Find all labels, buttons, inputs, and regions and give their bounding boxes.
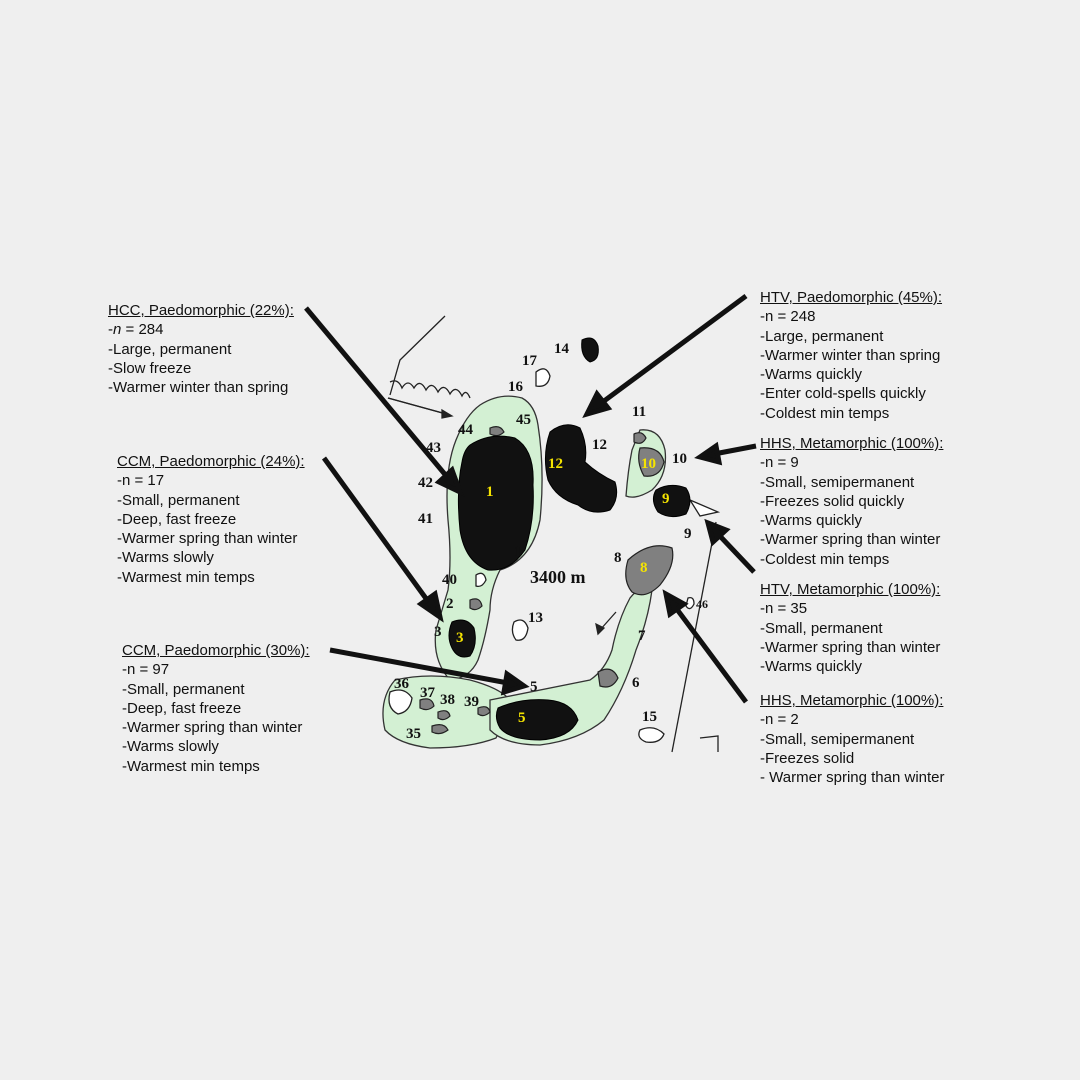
annotation-hhs-metamorphic-2	[760, 691, 945, 787]
annotation-line: -Small, permanent	[117, 491, 240, 509]
road-line-2	[700, 736, 718, 752]
road-line	[672, 522, 716, 752]
label-11: 11	[632, 404, 647, 420]
label-15: 15	[642, 709, 657, 725]
annotation-line: - Warmer spring than winter	[760, 769, 945, 787]
annotation-line: -Large, permanent	[760, 327, 884, 345]
annotation-header: HHS, Metamorphic (100%):	[760, 692, 944, 709]
label-43: 43	[426, 440, 441, 456]
annotation-line: -n = 9	[760, 454, 799, 472]
pond-38-shape	[438, 711, 450, 720]
label-12-big: 12	[548, 456, 563, 472]
annotation-header: CCM, Paedomorphic (24%):	[117, 453, 305, 470]
annotation-line: -n = 248	[760, 308, 816, 326]
label-8: 8	[614, 550, 622, 566]
label-3-big: 3	[456, 630, 464, 646]
label-39: 39	[464, 694, 479, 710]
label-17: 17	[522, 353, 537, 369]
annotation-line: -Small, permanent	[122, 680, 245, 698]
label-45: 45	[516, 412, 531, 428]
label-36: 36	[394, 676, 409, 692]
pond-39-shape	[478, 707, 490, 716]
label-3: 3	[434, 624, 442, 640]
annotation-line: -Warms quickly	[760, 512, 862, 530]
annotation-ccm-paedomorphic-30	[122, 641, 310, 776]
arrow-htv45	[587, 296, 746, 414]
annotation-line: -Coldest min temps	[760, 404, 890, 422]
label-5: 5	[530, 679, 538, 695]
annotation-line: -n = 97	[122, 661, 170, 679]
annotation-line: -Small, semipermanent	[760, 473, 915, 491]
annotation-line: -Warmer winter than spring	[760, 346, 941, 364]
label-10: 10	[672, 451, 687, 467]
label-9: 9	[684, 526, 692, 542]
annotation-header: HCC, Paedomorphic (22%):	[108, 302, 294, 319]
label-41: 41	[418, 511, 433, 527]
pond-9-spit	[690, 500, 718, 516]
pond-2-shape	[470, 599, 482, 610]
label-5-big: 5	[518, 710, 526, 726]
label-12: 12	[592, 437, 607, 453]
annotation-line: -Warmer spring than winter	[117, 530, 298, 548]
label-44: 44	[458, 422, 473, 438]
annotation-line: -Warmer spring than winter	[760, 638, 941, 656]
annotation-htv-paedomorphic-45	[760, 288, 942, 423]
elevation-label: 3400 m	[530, 567, 586, 587]
annotation-line: -Warmer winter than spring	[108, 379, 289, 397]
label-16: 16	[508, 379, 523, 395]
annotation-header: CCM, Paedomorphic (30%):	[122, 642, 310, 659]
label-9-big: 9	[662, 491, 670, 507]
annotation-n: -n = 284	[108, 321, 164, 339]
label-38: 38	[440, 692, 455, 708]
annotation-htv-metamorphic-35	[760, 580, 940, 676]
label-13: 13	[528, 610, 543, 626]
label-6: 6	[632, 675, 640, 691]
annotation-ccm-paedomorphic-24	[117, 452, 305, 587]
annotation-line: -Warmest min temps	[117, 568, 255, 586]
arrow-hhs9	[700, 446, 756, 462]
annotation-line: -Freezes solid	[760, 749, 855, 767]
annotation-line: -Small, semipermanent	[760, 730, 915, 748]
annotation-line: -Warms quickly	[760, 658, 862, 676]
annotation-header: HHS, Metamorphic (100%):	[760, 435, 944, 452]
annotation-line: -Deep, fast freeze	[117, 510, 237, 528]
pond-9-shape	[653, 485, 690, 516]
annotation-header: HTV, Metamorphic (100%):	[760, 581, 941, 598]
label-2: 2	[446, 596, 454, 612]
annotation-line: -Freezes solid quickly	[760, 492, 905, 510]
annotation-hhs-metamorphic-9	[760, 434, 943, 569]
label-8-big: 8	[640, 560, 648, 576]
label-1-big: 1	[486, 484, 494, 500]
annotation-line: -n = 35	[760, 600, 808, 618]
label-7: 7	[638, 628, 646, 644]
label-10-big: 10	[641, 456, 656, 472]
annotation-line: -Warmer spring than winter	[122, 719, 303, 737]
annotation-line: -n = 17	[117, 472, 165, 490]
annotation-line: -Warms quickly	[760, 366, 862, 384]
annotation-line: -Slow freeze	[108, 359, 192, 377]
label-37: 37	[420, 685, 435, 701]
annotation-line: -Warmer spring than winter	[760, 531, 941, 549]
annotation-line: -Deep, fast freeze	[122, 699, 242, 717]
cliff-line	[390, 381, 470, 398]
pond-8-shape	[626, 546, 673, 595]
annotation-line: -Enter cold-spells quickly	[760, 385, 926, 403]
annotation-line: -Coldest min temps	[760, 550, 890, 568]
annotation-line: -Small, permanent	[760, 619, 883, 637]
label-35: 35	[406, 726, 421, 742]
arrow-htv35	[708, 523, 754, 572]
label-1: 1	[514, 544, 522, 560]
pond-1-shape	[458, 436, 533, 570]
label-40: 40	[442, 572, 457, 588]
annotation-line: -Large, permanent	[108, 340, 232, 358]
label-42: 42	[418, 475, 433, 491]
label-46: 46	[696, 597, 708, 611]
annotation-line: -Warmest min temps	[122, 757, 260, 775]
annotation-line: -Warms slowly	[122, 738, 219, 756]
pond-13-shape	[512, 620, 528, 640]
annotation-line: -Warms slowly	[117, 549, 214, 567]
pond-14-shape	[582, 338, 599, 362]
pond-17-shape	[536, 369, 550, 386]
label-14: 14	[554, 341, 569, 357]
annotation-header: HTV, Paedomorphic (45%):	[760, 289, 943, 306]
pond-15-shape	[639, 728, 664, 743]
annotation-line: -n = 2	[760, 711, 799, 729]
annotation-hcc-paedomorphic	[108, 301, 294, 397]
